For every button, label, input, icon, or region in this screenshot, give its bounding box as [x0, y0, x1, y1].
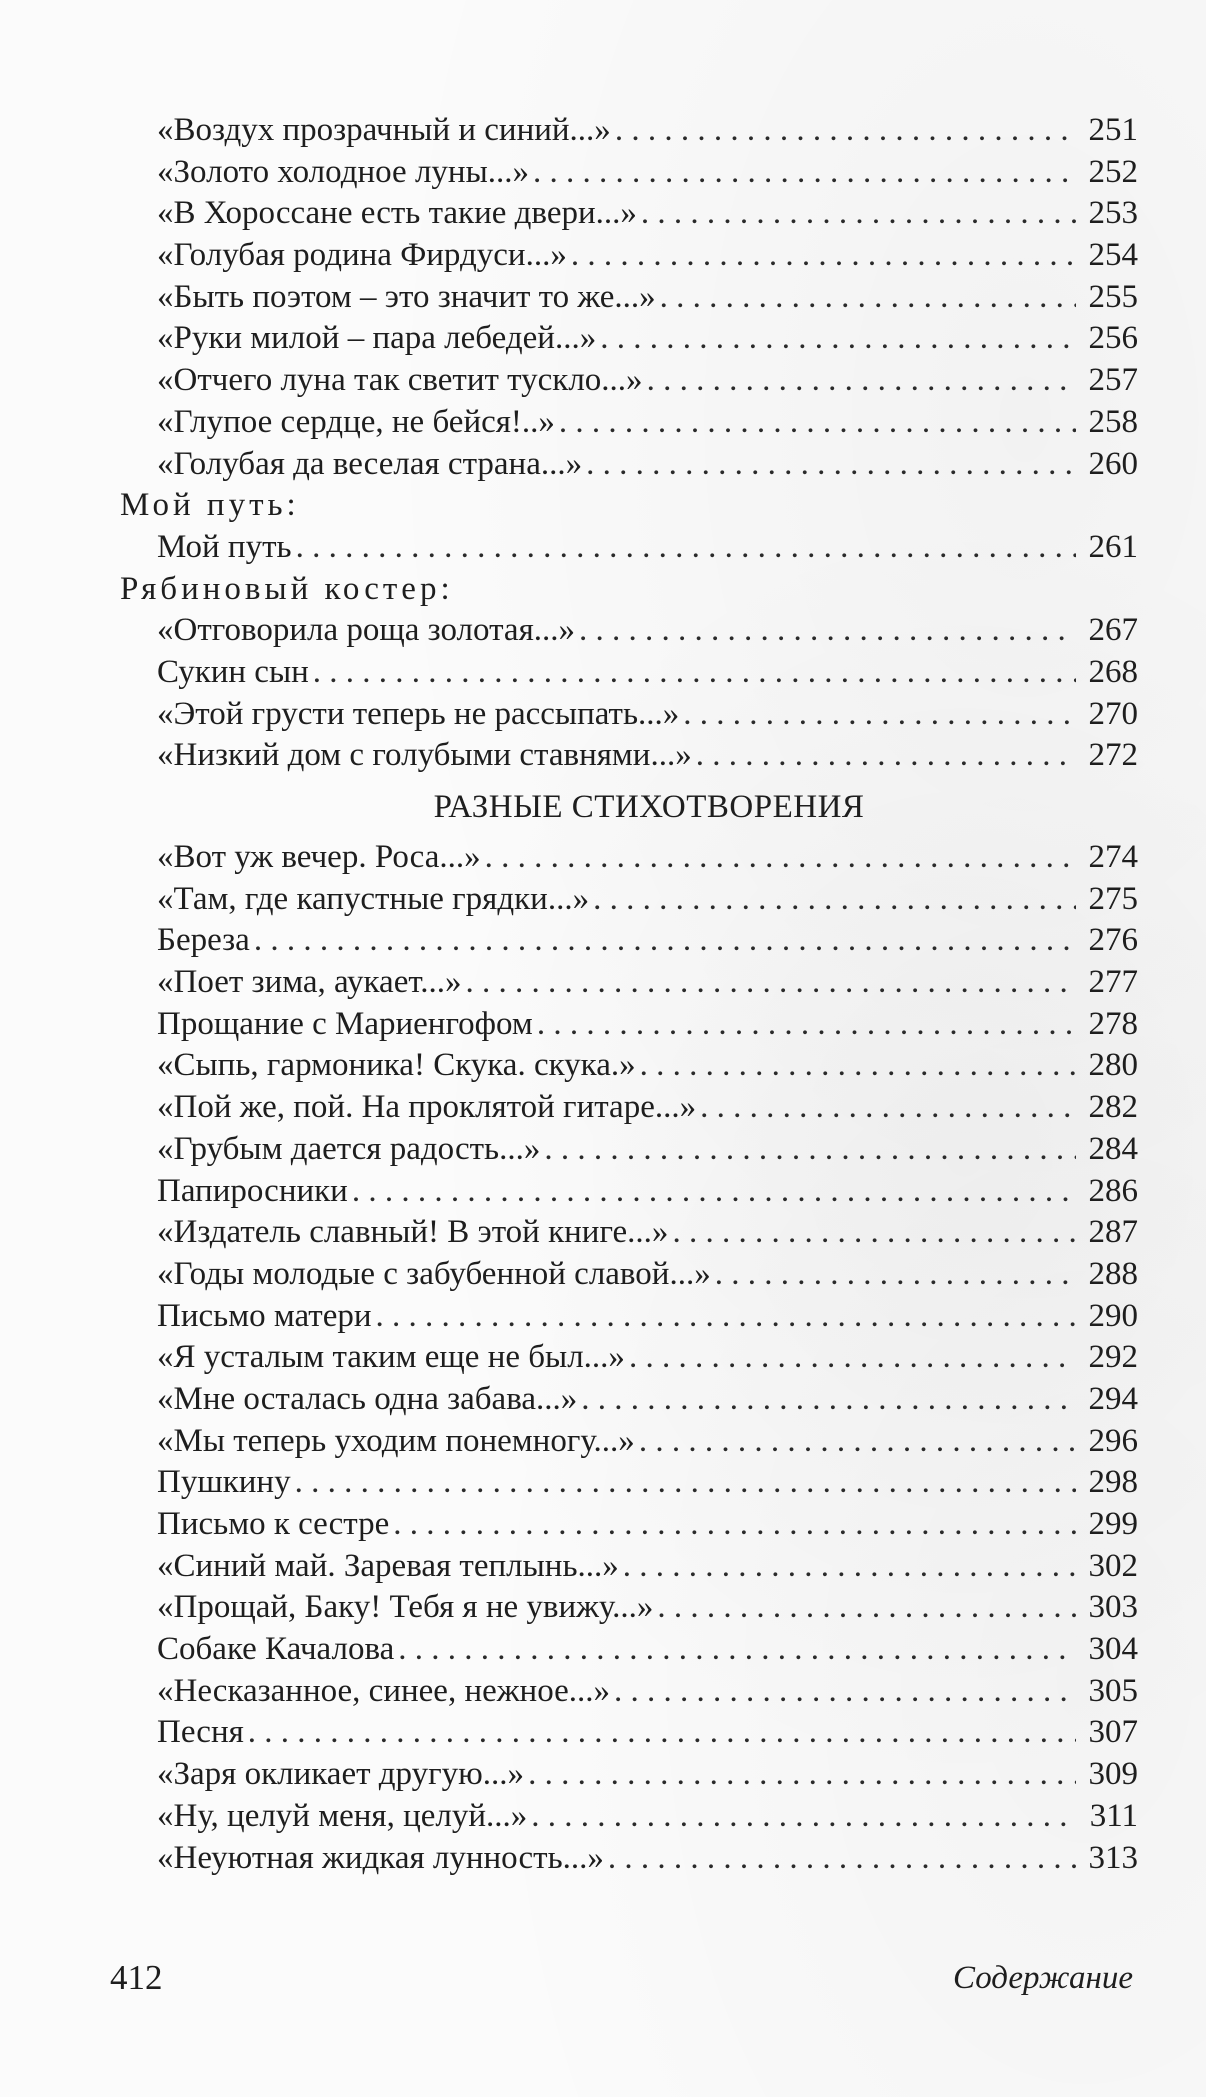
entry-title: Письмо матери: [157, 1297, 372, 1334]
entry-title: «Голубая да веселая страна...»: [157, 445, 583, 482]
toc-entry: [120, 1754, 1138, 1796]
dot-leader: [614, 1671, 1076, 1713]
entry-title: «Годы молодые с забубенной славой...»: [157, 1255, 711, 1292]
toc-entry: [120, 1462, 1138, 1504]
toc-entry: [120, 277, 1138, 319]
toc-entry: [120, 610, 1138, 652]
toc-entry: [120, 1796, 1138, 1838]
toc-entry: [120, 1171, 1138, 1213]
dot-leader: [533, 152, 1076, 194]
toc-entry: [120, 1004, 1138, 1046]
entry-title: «Ну, целуй меня, целуй...»: [157, 1797, 528, 1834]
dot-leader: [629, 1337, 1076, 1379]
entry-page-number: 298: [1088, 1464, 1138, 1501]
table-of-contents: [120, 110, 1138, 1879]
group-label: Рябиновый костер:: [120, 570, 454, 607]
entry-title: «Вот уж вечер. Роса...»: [157, 839, 481, 875]
toc-entry: [120, 360, 1138, 402]
dot-leader: [295, 1462, 1076, 1504]
toc-entry: [120, 1671, 1138, 1713]
dot-leader: [313, 652, 1076, 694]
group-heading-moy-put: [120, 485, 1138, 527]
entry-title: «Там, где капустные грядки...»: [157, 880, 590, 917]
entry-title: «В Хороссане есть такие двери...»: [157, 195, 637, 232]
group-heading-ryabinovy: [120, 569, 1138, 611]
entry-page-number: 304: [1088, 1631, 1138, 1668]
entry-title: «Заря окликает другую...»: [157, 1756, 525, 1793]
toc-entry: [120, 1212, 1138, 1254]
entry-page-number: 286: [1088, 1172, 1138, 1209]
toc-entry: [120, 152, 1138, 194]
entry-title: «Синий май. Заревая теплынь...»: [157, 1547, 619, 1584]
entry-page-number: 256: [1088, 320, 1138, 357]
entry-title: «Отчего луна так светит тускло...»: [157, 362, 643, 399]
dot-leader: [559, 402, 1076, 444]
toc-entry: [120, 1129, 1138, 1171]
entry-page-number: 278: [1088, 1005, 1138, 1042]
entry-page-number: 253: [1088, 195, 1138, 232]
toc-entry: [120, 444, 1138, 486]
dot-leader: [352, 1171, 1076, 1213]
dot-leader: [393, 1504, 1076, 1546]
toc-entry: [120, 962, 1138, 1004]
entry-page-number: 261: [1088, 528, 1138, 565]
toc-entry: [120, 837, 1138, 879]
entry-page-number: 270: [1088, 695, 1138, 732]
entry-title: «Воздух прозрачный и синий...»: [157, 112, 611, 148]
entry-page-number: 311: [1089, 1797, 1138, 1834]
dot-leader: [581, 1379, 1076, 1421]
dot-leader: [544, 1129, 1076, 1171]
toc-entry: [120, 1087, 1138, 1129]
toc-entry: [120, 1629, 1138, 1671]
toc-entry: [120, 1587, 1138, 1629]
entry-page-number: 276: [1088, 922, 1138, 959]
entry-page-number: 313: [1088, 1839, 1138, 1876]
entry-page-number: 280: [1088, 1047, 1138, 1084]
dot-leader: [528, 1754, 1076, 1796]
dot-leader: [715, 1254, 1076, 1296]
dot-leader: [398, 1629, 1076, 1671]
entry-title: Береза: [157, 922, 250, 959]
entry-title: «Золото холодное луны...»: [157, 153, 529, 190]
dot-leader: [608, 1838, 1076, 1880]
toc-entry: [120, 1337, 1138, 1379]
dot-leader: [537, 1004, 1076, 1046]
entry-page-number: 258: [1088, 403, 1138, 440]
toc-entry: [120, 879, 1138, 921]
dot-leader: [593, 879, 1076, 921]
entry-title: «Голубая родина Фирдуси...»: [157, 237, 567, 274]
page-number: 412: [110, 1958, 163, 1997]
toc-entry: [120, 1504, 1138, 1546]
entry-title: Прощание с Мариенгофом: [157, 1005, 533, 1042]
entry-page-number: 255: [1088, 278, 1138, 315]
dot-leader: [657, 1587, 1076, 1629]
entry-page-number: 254: [1088, 237, 1138, 274]
entry-title: «Глупое сердце, не бейся!..»: [157, 403, 555, 440]
dot-leader: [376, 1296, 1077, 1338]
entry-page-number: 252: [1088, 153, 1138, 190]
entry-title: «Сыпь, гармоника! Скука. скука.»: [157, 1047, 636, 1084]
dot-leader: [600, 318, 1076, 360]
dot-leader: [571, 235, 1076, 277]
entry-page-number: 257: [1088, 362, 1138, 399]
dot-leader: [531, 1796, 1076, 1838]
entry-page-number: 275: [1088, 880, 1138, 917]
entry-title: «Мне осталась одна забава...»: [157, 1380, 578, 1417]
running-title: Содержание: [952, 1960, 1133, 1996]
toc-entry: [120, 920, 1138, 962]
toc-entry: [120, 1712, 1138, 1754]
dot-leader: [485, 837, 1076, 879]
entry-page-number: 294: [1088, 1380, 1138, 1417]
toc-entry: [120, 193, 1138, 235]
dot-leader: [660, 277, 1076, 319]
entry-page-number: 272: [1088, 737, 1138, 774]
entry-page-number: 305: [1088, 1672, 1138, 1709]
dot-leader: [639, 1421, 1076, 1463]
entry-title: Сукин сын: [157, 653, 309, 690]
entry-page-number: 284: [1088, 1130, 1138, 1167]
entry-title: Письмо к сестре: [157, 1506, 390, 1542]
entry-title: «Прощай, Баку! Тебя я не увижу...»: [157, 1589, 654, 1626]
entry-title: «Поет зима, аукает...»: [157, 964, 462, 1001]
entry-page-number: 290: [1088, 1297, 1138, 1334]
toc-entry: [120, 235, 1138, 277]
toc-entry: [120, 652, 1138, 694]
dot-leader: [683, 694, 1076, 736]
entry-title: «Пой же, пой. На проклятой гитаре...»: [157, 1089, 697, 1126]
entry-page-number: 309: [1088, 1756, 1138, 1793]
entry-page-number: 274: [1088, 839, 1138, 875]
entry-page-number: 288: [1088, 1255, 1138, 1292]
entry-page-number: 302: [1088, 1547, 1138, 1584]
toc-entry: [120, 318, 1138, 360]
entry-page-number: 277: [1088, 964, 1138, 1001]
entry-page-number: 296: [1088, 1422, 1138, 1459]
toc-entry: [120, 1296, 1138, 1338]
toc-entry: [120, 110, 1138, 152]
entry-page-number: 303: [1088, 1589, 1138, 1626]
entry-title: Мой путь: [157, 528, 292, 565]
dot-leader: [623, 1546, 1076, 1588]
dot-leader: [586, 444, 1076, 486]
entry-page-number: 299: [1088, 1506, 1138, 1542]
toc-entry: [120, 1254, 1138, 1296]
section-entries: [120, 837, 1138, 1879]
dot-leader: [579, 610, 1076, 652]
toc-entry: [120, 527, 1138, 569]
entry-page-number: 260: [1088, 445, 1138, 482]
entry-title: «Неуютная жидкая лунность...»: [157, 1839, 604, 1876]
entry-title: Пушкину: [157, 1464, 291, 1501]
toc-entry: [120, 402, 1138, 444]
toc-entry: [120, 694, 1138, 736]
toc-entry: [120, 1838, 1138, 1880]
toc-entry: [120, 1379, 1138, 1421]
entry-page-number: 292: [1088, 1339, 1138, 1376]
dot-leader: [672, 1212, 1076, 1254]
toc-entry: [120, 1546, 1138, 1588]
entry-title: «Руки милой – пара лебедей...»: [157, 320, 597, 357]
dot-leader: [615, 110, 1076, 152]
section-heading: РАЗНЫЕ СТИХОТВОРЕНИЯ: [433, 789, 865, 825]
entry-title: Папиросники: [157, 1172, 348, 1209]
entry-page-number: 282: [1088, 1089, 1138, 1126]
entry-page-number: 251: [1088, 112, 1138, 148]
toc-entry: [120, 735, 1138, 777]
toc-entry: [120, 1421, 1138, 1463]
entry-page-number: 267: [1088, 612, 1138, 649]
dot-leader: [696, 735, 1076, 777]
entry-page-number: 307: [1088, 1714, 1138, 1751]
toc-entry: [120, 1045, 1138, 1087]
dot-leader: [647, 360, 1076, 402]
entry-title: Песня: [157, 1714, 244, 1751]
entry-title: «Несказанное, синее, нежное...»: [157, 1672, 611, 1709]
entries-before: [120, 110, 1138, 485]
entry-title: «Низкий дом с голубыми ставнями...»: [157, 737, 692, 774]
entry-title: «Грубым дается радость...»: [157, 1130, 541, 1167]
group-ryabinovy-entries: [120, 610, 1138, 777]
entry-title: «Издатель славный! В этой книге...»: [157, 1214, 669, 1251]
group-moy-put-entries: [120, 527, 1138, 569]
entry-title: «Я усталым таким еще не был...»: [157, 1339, 625, 1376]
dot-leader: [296, 527, 1076, 569]
entry-title: Собаке Качалова: [157, 1631, 395, 1668]
dot-leader: [466, 962, 1076, 1004]
entry-title: «Отговорила роща золотая...»: [157, 612, 575, 649]
dot-leader: [641, 193, 1076, 235]
dot-leader: [254, 920, 1076, 962]
group-label: Мой путь:: [120, 487, 300, 524]
entry-title: «Этой грусти теперь не рассыпать...»: [157, 695, 680, 732]
entry-page-number: 287: [1088, 1214, 1138, 1251]
dot-leader: [640, 1045, 1076, 1087]
entry-title: «Быть поэтом – это значит то же...»: [157, 278, 656, 315]
dot-leader: [248, 1712, 1076, 1754]
entry-title: «Мы теперь уходим понемногу...»: [157, 1422, 635, 1459]
entry-page-number: 268: [1088, 653, 1138, 690]
dot-leader: [700, 1087, 1076, 1129]
